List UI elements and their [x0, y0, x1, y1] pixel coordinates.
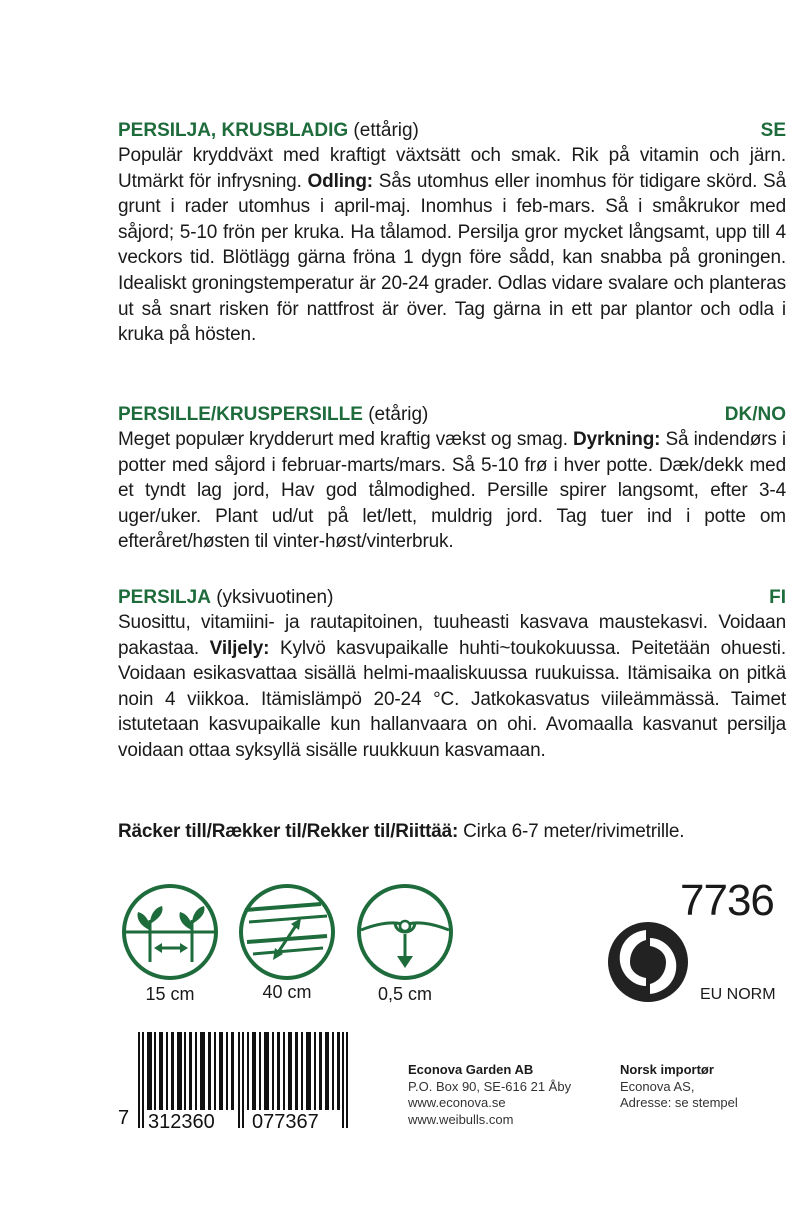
row-spacing-icon	[237, 882, 337, 982]
section-body: Suosittu, vitamiini- ja rautapitoinen, tuuheasti kasvava maustekasvi. Voidaan pakastaa. Viljely: Kylvö kasvupaikalle huhti~toukokuussa. Peitetään ohuesti. Voidaan esikasvattaa sisällä helmi-maaliskuussa ruukuissa. Itämisaika on pitkä noin 4 viikkoa. Itämislämpö 20-24 °C. Jatkokasvatus viileämmässä. Taimet istutetaan kasvupaikalle kun hallanvaara on ohi. Avomaalla kasvanut persilja voidaan ottaa syksyllä sisälle ruukkuun kasvamaan.	[118, 612, 786, 761]
yield-value: Cirka 6-7 meter/rivimetrille.	[458, 821, 685, 842]
section-subtitle: (yksivuotinen)	[216, 587, 334, 608]
company-website-1: www.econova.se	[408, 1095, 506, 1110]
yield-line	[118, 820, 684, 844]
company-info	[408, 1062, 571, 1128]
barcode	[114, 1032, 384, 1132]
company-address: P.O. Box 90, SE-616 21 Åby	[408, 1078, 572, 1094]
section-body: Meget populær krydderurt med kraftig vækst og smag. Dyrkning: Så indendørs i potter med såjord i februar-marts/mars. Så 5-10 frø i hver potte. Dæk/dekk med et tyndt lag jord, Hav god tålmodighed. Persille spirer langsomt, efter 3-4 uger/uker. Plant ud/ut på let/lett, muldrig jord. Tag tuer ind i potte om efteråret/høsten til vinter-høst/vinterbruk.	[118, 429, 786, 553]
eu-norm-label: EU NORM	[700, 986, 776, 1003]
importer-title: Norsk importør	[620, 1062, 714, 1077]
section-header	[118, 585, 786, 610]
cultivation-label: Dyrkning:	[573, 429, 661, 450]
sowing-depth-icon	[355, 882, 455, 982]
section-subtitle: (ettårig)	[353, 120, 419, 141]
product-number: 7736	[680, 876, 774, 925]
section-header	[118, 118, 786, 143]
cultivation-label: Viljely:	[209, 637, 270, 659]
section-dk	[118, 402, 786, 555]
section-title: PERSILJA	[118, 587, 211, 608]
cultivation-label: Odling:	[307, 170, 373, 192]
section-se	[118, 118, 786, 348]
language-code: FI	[769, 587, 786, 608]
section-subtitle: (etårig)	[368, 404, 429, 425]
barcode-digit-first: 7	[118, 1107, 130, 1129]
section-header	[118, 402, 786, 427]
section-title: PERSILLE/KRUSPERSILLE	[118, 404, 363, 425]
plant-spacing-icon	[120, 882, 220, 982]
importer-info	[620, 1062, 738, 1112]
section-fi	[118, 585, 786, 764]
importer-address: Adresse: se stempel	[620, 1095, 738, 1110]
row-spacing-label: 40 cm	[262, 982, 312, 1002]
language-code: DK/NO	[724, 404, 786, 425]
barcode-digits-right: 077367	[252, 1111, 319, 1132]
green-dot-icon	[606, 920, 690, 1004]
section-body: Populär kryddväxt med kraftigt växtsätt och smak. Rik på vitamin och järn. Utmärkt för infrysning. Odling: Sås utomhus eller inomhus för tidigare skörd. Så grunt i rader utomhus i april-maj. Inomhus i feb-mars. Så i småkrukor med såjord; 5-10 frön per kruka. Ha tålamod. Persilja gror mycket långsamt, upp till 4 veckors tid. Blötlägg gärna fröna 1 dygn före sådd, kan snabba på groningen. Idealiskt groningstemperatur är 20-24 grader. Odlas vidare svalare och planteras ut så snart risken för nattfrost är över. Tag gärna in ett par plantor och odla i kruka på hösten.	[118, 145, 786, 346]
company-website-2: www.weibulls.com	[408, 1111, 514, 1127]
language-code: SE	[760, 120, 786, 141]
yield-label: Räcker till/Rækker til/Rekker til/Riittää:	[118, 821, 459, 842]
section-title: PERSILJA, KRUSBLADIG	[118, 120, 349, 141]
importer-name: Econova AS,	[620, 1078, 695, 1094]
company-name: Econova Garden AB	[408, 1062, 534, 1077]
barcode-digits-left: 312360	[148, 1111, 215, 1132]
plant-spacing-label: 15 cm	[145, 984, 195, 1004]
sowing-depth-label: 0,5 cm	[377, 984, 433, 1004]
